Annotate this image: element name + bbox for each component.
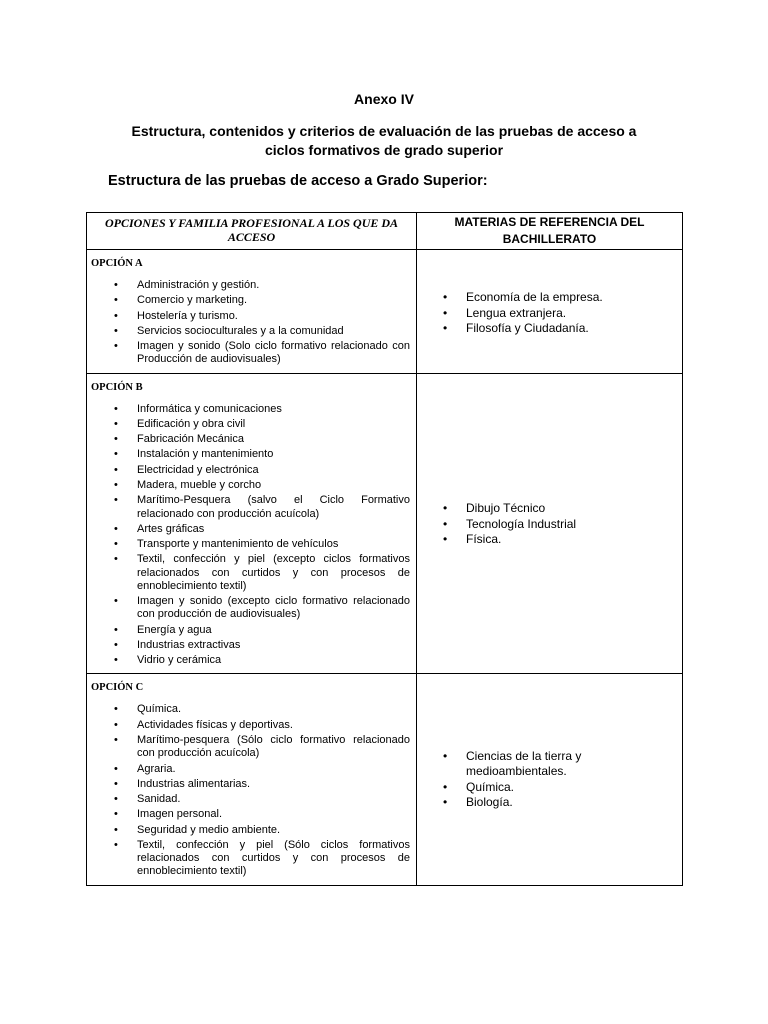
family-text: Vidrio y cerámica (137, 654, 222, 667)
bullet-icon: • (114, 294, 118, 307)
list-item (417, 780, 682, 796)
family-text: Agraria. (137, 762, 176, 775)
list-item (87, 654, 416, 667)
list-item (87, 639, 416, 652)
list-item (87, 433, 416, 446)
subject-text: Dibujo Técnico (466, 501, 546, 516)
bullet-icon: • (114, 823, 118, 836)
subject-text: Física. (466, 532, 502, 547)
option-c-families-cell (87, 674, 417, 885)
family-text: Marítimo-pesquera (Sólo ciclo formativo relacionado con producción acuícola) (137, 734, 410, 760)
family-text: Edificación y obra civil (137, 417, 246, 430)
list-item (87, 624, 416, 637)
option-b-family-list (87, 403, 416, 668)
option-c-subject-list (417, 749, 682, 811)
family-text: Madera, mueble y corcho (137, 479, 262, 492)
list-item (87, 448, 416, 461)
list-item (87, 340, 416, 366)
list-item (87, 778, 416, 791)
list-item (87, 703, 416, 716)
header-options-families: OPCIONES Y FAMILIA PROFESIONAL A LOS QUE DA ACCESO (87, 213, 417, 250)
family-text: Comercio y marketing. (137, 294, 248, 307)
bullet-icon: • (443, 501, 448, 516)
family-text: Electricidad y electrónica (137, 463, 259, 476)
bullet-icon: • (443, 795, 448, 810)
bullet-icon: • (114, 793, 118, 806)
list-item (87, 734, 416, 760)
family-text: Marítimo-Pesquera (salvo el Ciclo Formativo relacionado con producción acuícola) (137, 494, 410, 520)
family-text: Industrias alimentarias. (137, 777, 251, 790)
list-item (87, 279, 416, 292)
document-title: Anexo IV (354, 91, 414, 107)
list-item (417, 532, 682, 548)
option-b-label: OPCIÓN B (91, 381, 143, 393)
bullet-icon: • (443, 532, 448, 547)
bullet-icon: • (114, 595, 118, 608)
subject-text: Economía de la empresa. (466, 290, 603, 305)
option-c-label: OPCIÓN C (91, 682, 144, 694)
family-text: Textil, confección y piel (excepto ciclos formativos relacionados con curtidos y con procesos de ennoblecimiento textil) (137, 553, 410, 592)
subject-text: Lengua extranjera. (466, 305, 567, 320)
bullet-icon: • (443, 305, 448, 320)
family-text: Seguridad y medio ambiente. (137, 823, 281, 836)
list-item (87, 824, 416, 837)
bullet-icon: • (114, 309, 118, 322)
table-row-option-c (87, 674, 683, 885)
bullet-icon: • (114, 417, 118, 430)
subject-text: Química. (466, 779, 515, 794)
bullet-icon: • (114, 324, 118, 337)
family-text: Fabricación Mecánica (137, 433, 244, 446)
list-item (87, 325, 416, 338)
bullet-icon: • (114, 777, 118, 790)
bullet-icon: • (114, 839, 118, 852)
option-c-subjects-cell (417, 674, 683, 885)
bullet-icon: • (114, 522, 118, 535)
list-item (417, 306, 682, 322)
family-text: Transporte y mantenimiento de vehículos (137, 538, 339, 551)
family-text: Imagen personal. (137, 808, 222, 821)
subject-text: Ciencias de la tierra y medioambientales. (466, 748, 582, 779)
family-text: Administración y gestión. (137, 279, 260, 291)
access-structure-table (86, 212, 683, 886)
option-a-subjects-cell (417, 250, 683, 374)
bullet-icon: • (114, 479, 118, 492)
list-item (87, 595, 416, 621)
list-item (87, 294, 416, 307)
bullet-icon: • (114, 279, 118, 291)
bullet-icon: • (114, 494, 118, 507)
family-text: Energía y agua (137, 623, 212, 636)
list-item (87, 719, 416, 732)
bullet-icon: • (114, 538, 118, 551)
list-item (87, 310, 416, 323)
list-item (87, 553, 416, 593)
list-item (417, 795, 682, 811)
table-row-option-a (87, 250, 683, 374)
document-subtitle-line-1: Estructura, contenidos y criterios de evaluación de las pruebas de acceso a (131, 123, 637, 139)
bullet-icon: • (114, 638, 118, 651)
document-subtitle-line-2: ciclos formativos de grado superior (264, 142, 504, 158)
bullet-icon: • (114, 703, 118, 716)
bullet-icon: • (114, 433, 118, 446)
family-text: Instalación y mantenimiento (137, 448, 274, 461)
bullet-icon: • (114, 762, 118, 775)
document-subtitle (90, 122, 678, 160)
bullet-icon: • (443, 748, 448, 763)
family-text: Química. (137, 703, 182, 716)
subject-text: Tecnología Industrial (466, 516, 577, 531)
family-text: Imagen y sonido (Solo ciclo formativo relacionado con Producción de audiovisuales) (137, 340, 410, 366)
option-b-subjects-cell (417, 373, 683, 674)
option-a-subject-list (417, 290, 682, 337)
table-row-option-b (87, 373, 683, 674)
bullet-icon: • (114, 448, 118, 461)
list-item (87, 464, 416, 477)
list-item (87, 479, 416, 492)
list-item (417, 321, 682, 337)
family-text: Actividades físicas y deportivas. (137, 718, 293, 731)
option-b-subject-list (417, 501, 682, 548)
list-item (87, 523, 416, 536)
list-item (87, 763, 416, 776)
subject-text: Filosofía y Ciudadanía. (466, 321, 589, 336)
bullet-icon: • (443, 321, 448, 336)
family-text: Industrias extractivas (137, 638, 241, 651)
family-text: Servicios socioculturales y a la comunidad (137, 324, 344, 337)
family-text: Textil, confección y piel (Sólo ciclos formativos relacionados con curtidos y con procesos de ennoblecimiento textil) (137, 839, 410, 878)
option-a-label: OPCIÓN A (91, 258, 143, 269)
list-item (87, 808, 416, 821)
table-header-row (87, 213, 683, 250)
option-c-family-list (87, 703, 416, 878)
bullet-icon: • (114, 718, 118, 731)
bullet-icon: • (114, 463, 118, 476)
list-item (417, 501, 682, 517)
family-text: Artes gráficas (137, 522, 205, 535)
bullet-icon: • (114, 402, 118, 415)
list-item (87, 494, 416, 520)
bullet-icon: • (114, 808, 118, 821)
bullet-icon: • (114, 340, 118, 353)
section-heading: Estructura de las pruebas de acceso a Grado Superior: (108, 173, 488, 189)
list-item (87, 793, 416, 806)
bullet-icon: • (443, 290, 448, 305)
list-item (417, 290, 682, 306)
option-b-families-cell (87, 373, 417, 674)
header-reference-subjects: MATERIAS DE REFERENCIA DEL BACHILLERATO (417, 213, 683, 250)
bullet-icon: • (443, 779, 448, 794)
family-text: Imagen y sonido (excepto ciclo formativo relacionado con producción de audiovisuales) (137, 595, 410, 621)
family-text: Hostelería y turismo. (137, 309, 238, 322)
bullet-icon: • (114, 654, 118, 667)
list-item (87, 418, 416, 431)
family-text: Sanidad. (137, 793, 181, 806)
family-text: Informática y comunicaciones (137, 402, 282, 415)
list-item (87, 538, 416, 551)
subject-text: Biología. (466, 795, 513, 810)
bullet-icon: • (114, 623, 118, 636)
bullet-icon: • (114, 734, 118, 747)
bullet-icon: • (443, 516, 448, 531)
option-a-family-list (87, 279, 416, 367)
list-item (87, 839, 416, 879)
list-item (417, 749, 682, 780)
bullet-icon: • (114, 553, 118, 566)
option-a-families-cell (87, 250, 417, 374)
list-item (417, 517, 682, 533)
list-item (87, 403, 416, 416)
